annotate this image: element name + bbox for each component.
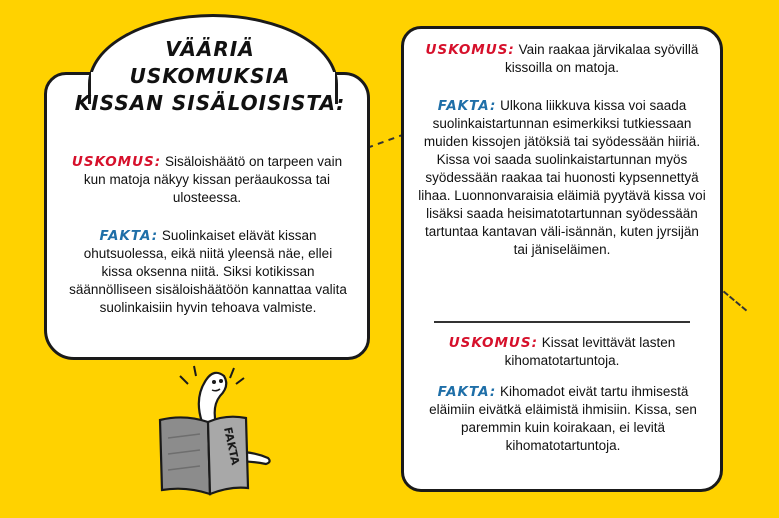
divider: [434, 321, 690, 323]
myth-label: USKOMUS:: [448, 335, 538, 351]
myth-text: Kissat levittävät lasten kihomatotartuntoja.: [504, 335, 676, 368]
right-myth-1: [422, 41, 702, 77]
fact-label: FAKTA:: [99, 228, 159, 244]
right-panel: [401, 26, 723, 492]
fact-text: Ulkona liikkuva kissa voi saada suolinkaistartunnan esimerkiksi tutkiessaan muiden kissojen jätöksiä tai syödessään hiiriä. Kissa voi saada suolinkaistartunnan myös syödessään raakaa tai huonosti kypsennettyä lihaa. Luonnonvaraisia eläimiä pyytävä kissa voi lisäksi saada heisimatotartunnan syödessään tartuntaa kantavan väli-isännän, kuten jyrsijän tai jäniseläimen.: [418, 98, 706, 257]
page-title: VÄÄRIÄ USKOMUKSIA KISSAN SISÄLOISISTA:: [74, 37, 346, 115]
right-fact-2: [418, 383, 708, 455]
fact-text: Suolinkaiset elävät kissan ohutsuolessa, eikä niitä yleensä näe, ellei kissa oksenna niitä. Siksi kotikissan säännölliseen sisäloishäätöön kannattaa valita suolinkaisiin hyvin tehoava valmiste.: [69, 228, 347, 315]
worm-reading-book-illustration: [150, 362, 280, 502]
myth-label: USKOMUS:: [425, 42, 515, 58]
left-fact: [69, 227, 347, 317]
myth-text: Sisäloishäätö on tarpeen vain kun matoja näkyy kissan peräaukossa tai ulosteessa.: [83, 154, 343, 205]
fact-label: FAKTA:: [437, 384, 497, 400]
right-myth-2: [434, 334, 690, 370]
book-label: FAKTA: [221, 425, 242, 467]
left-myth: [63, 153, 351, 207]
connector-dash-left: [367, 133, 405, 149]
fact-text: Kihomadot eivät tartu ihmisestä eläimiin eivätkä eläimistä ihmisiin. Kissa, sen paremmin kuin koirakaan, ei levitä kihomatotartuntoja.: [429, 384, 697, 453]
connector-dash-right: [723, 291, 747, 312]
fact-label: FAKTA:: [437, 98, 497, 114]
right-fact-1: [418, 97, 706, 259]
myth-label: USKOMUS:: [71, 154, 162, 170]
myth-text: Vain raakaa järvikalaa syövillä kissoilla on matoja.: [504, 42, 699, 75]
